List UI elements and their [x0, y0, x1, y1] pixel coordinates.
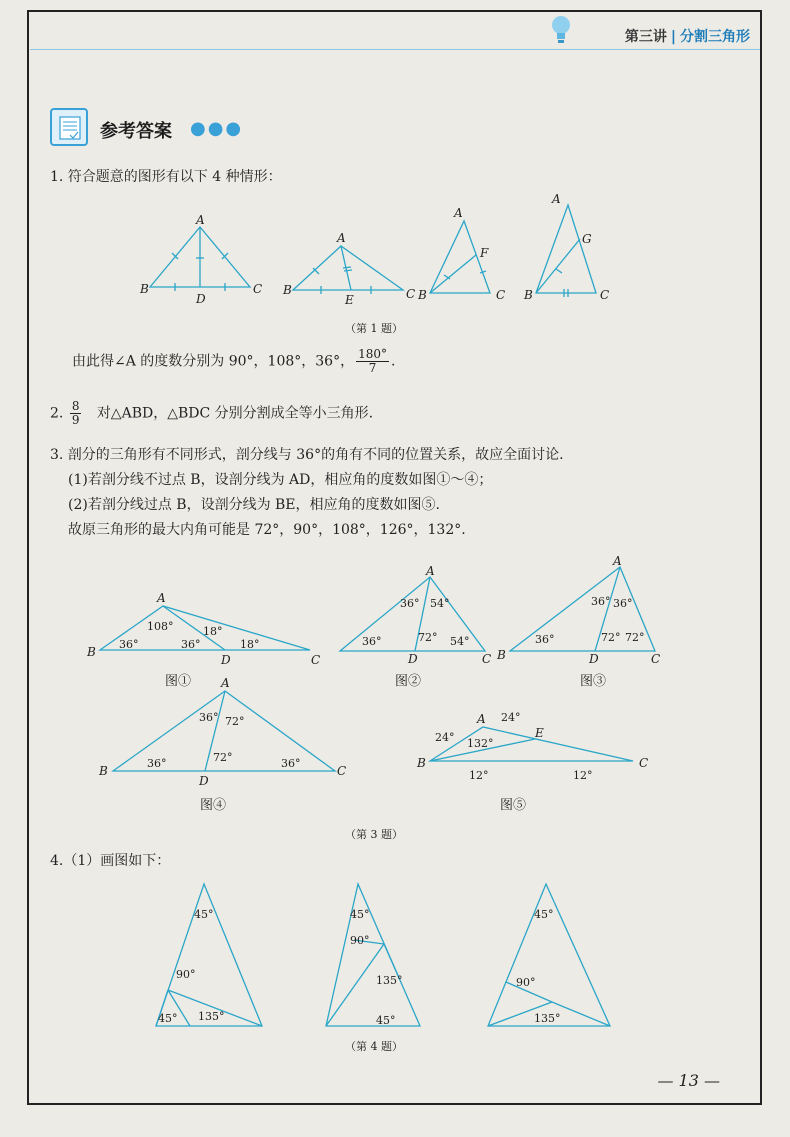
fig-label-2: 图② — [395, 674, 422, 689]
lecture-label: 第三讲 — [624, 29, 667, 45]
q4-line1: 4.（1）画图如下： — [50, 853, 171, 869]
label-A: A — [454, 206, 463, 220]
q1-fraction — [356, 348, 389, 375]
angle-72: 72° — [601, 631, 621, 644]
q1-caption: （第 1 题） — [345, 322, 403, 335]
angle-36: 36° — [199, 711, 219, 724]
q1-figure-a — [140, 215, 270, 305]
header-separator: | — [670, 29, 676, 45]
angle-72: 72° — [418, 631, 438, 644]
label-C: C — [337, 764, 347, 778]
label-B: B — [140, 282, 149, 296]
page-number: — 13 — — [657, 1071, 720, 1090]
page-header — [625, 26, 750, 46]
label-A: A — [337, 231, 346, 245]
label-A: A — [157, 591, 166, 605]
label-A: A — [426, 564, 435, 578]
angle-18: 18° — [203, 625, 223, 638]
label-A: A — [613, 554, 622, 568]
fig-label-3: 图③ — [580, 674, 607, 689]
q3-figure-3 — [495, 555, 675, 665]
angle-45: 45° — [158, 1012, 178, 1025]
q3-figure-2 — [330, 565, 500, 665]
angle-36: 36° — [362, 635, 382, 648]
label-E: E — [535, 726, 544, 740]
label-A: A — [196, 213, 205, 227]
angle-36: 36° — [613, 597, 633, 610]
angle-36: 36° — [181, 638, 201, 651]
angle-18: 18° — [240, 638, 260, 651]
fig-label-4: 图④ — [200, 798, 227, 813]
angle-36: 36° — [591, 595, 611, 608]
section-title: 参考答案 — [100, 121, 172, 142]
label-B: B — [524, 288, 533, 302]
label-B: B — [417, 756, 426, 770]
angle-90: 90° — [516, 976, 536, 989]
label-C: C — [600, 288, 610, 302]
label-C: C — [253, 282, 263, 296]
q4-figure-b — [320, 880, 440, 1030]
angle-36: 36° — [400, 597, 420, 610]
angle-135: 135° — [376, 974, 403, 987]
q1-result — [72, 348, 395, 375]
label-C: C — [406, 287, 416, 301]
angle-24: 24° — [501, 711, 521, 724]
q1-line1: 1. 符合题意的图形有以下 4 种情形： — [50, 169, 282, 185]
label-D: D — [199, 774, 209, 788]
header-rule — [30, 49, 760, 50]
q1-result-text: 由此得∠A 的度数分别为 90°，108°，36°， — [72, 353, 355, 370]
label-B: B — [497, 648, 506, 662]
q4-figure-c — [482, 880, 617, 1030]
label-E: E — [345, 293, 354, 307]
fig-label-5: 图⑤ — [500, 798, 527, 813]
label-A: A — [552, 192, 561, 206]
angle-12: 12° — [573, 769, 593, 782]
q2-fraction — [70, 400, 82, 427]
q1-figure-b — [283, 228, 418, 308]
lightbulb-icon — [550, 14, 572, 46]
angle-36: 36° — [281, 757, 301, 770]
q2-line — [50, 400, 373, 427]
label-C: C — [311, 653, 321, 667]
q3-caption: （第 3 题） — [345, 828, 403, 841]
q3-line3: (2)若剖分线过点 B，设剖分线为 BE，相应角的度数如图⑤. — [68, 497, 440, 513]
angle-24: 24° — [435, 731, 455, 744]
angle-36: 36° — [147, 757, 167, 770]
angle-54: 54° — [430, 597, 450, 610]
label-B: B — [283, 283, 292, 297]
topic-label: 分割三角形 — [680, 29, 750, 45]
q3-figure-5 — [415, 705, 665, 785]
label-B: B — [99, 764, 108, 778]
q2-frac-num: 8 — [71, 399, 80, 413]
q1-frac-num: 180° — [358, 347, 387, 361]
angle-90: 90° — [176, 968, 196, 981]
label-D: D — [589, 652, 599, 666]
angle-45: 45° — [194, 908, 214, 921]
angle-72: 72° — [225, 715, 245, 728]
fig-label-1: 图① — [165, 674, 192, 689]
q1-figure-c — [418, 205, 513, 305]
q1-result-end: . — [391, 353, 396, 370]
q3-figure-1 — [85, 588, 325, 667]
label-F: F — [480, 246, 489, 260]
q2-text: 对△ABD，△BDC 分别分割成全等小三角形. — [96, 405, 374, 422]
label-C: C — [651, 652, 661, 666]
q2-frac-den: 9 — [71, 413, 80, 427]
title-dots: ●●● — [190, 118, 244, 139]
q1-figure-d — [520, 192, 610, 305]
q4-caption: （第 4 题） — [345, 1040, 403, 1053]
q2-label: 2. — [50, 405, 64, 422]
label-C: C — [482, 652, 492, 666]
angle-45: 45° — [376, 1014, 396, 1027]
angle-132: 132° — [467, 737, 494, 750]
angle-108: 108° — [147, 620, 174, 633]
angle-36: 36° — [535, 633, 555, 646]
q3-line1: 3. 剖分的三角形有不同形式，剖分线与 36°的角有不同的位置关系，故应全面讨论. — [50, 447, 564, 463]
angle-90: 90° — [350, 934, 370, 947]
document-icon — [50, 108, 88, 146]
label-B: B — [87, 645, 96, 659]
angle-135: 135° — [534, 1012, 561, 1025]
q4-figure-a — [150, 880, 270, 1030]
label-C: C — [496, 288, 506, 302]
q3-line2: (1)若剖分线不过点 B，设剖分线为 AD，相应角的度数如图①～④； — [68, 472, 493, 488]
label-A: A — [477, 712, 486, 726]
q3-figure-4 — [95, 675, 365, 788]
angle-54: 54° — [450, 635, 470, 648]
angle-72: 72° — [625, 631, 645, 644]
label-G: G — [582, 232, 592, 246]
label-D: D — [408, 652, 418, 666]
q1-frac-den: 7 — [368, 361, 377, 375]
label-D: D — [221, 653, 231, 667]
angle-36: 36° — [119, 638, 139, 651]
angle-45: 45° — [534, 908, 554, 921]
label-D: D — [196, 292, 206, 306]
label-B: B — [418, 288, 427, 302]
label-A: A — [221, 676, 230, 690]
angle-12: 12° — [469, 769, 489, 782]
label-C: C — [639, 756, 649, 770]
angle-45: 45° — [350, 908, 370, 921]
q3-line4: 故原三角形的最大内角可能是 72°，90°，108°，126°，132°. — [68, 522, 466, 538]
angle-135: 135° — [198, 1010, 225, 1023]
angle-72: 72° — [213, 751, 233, 764]
